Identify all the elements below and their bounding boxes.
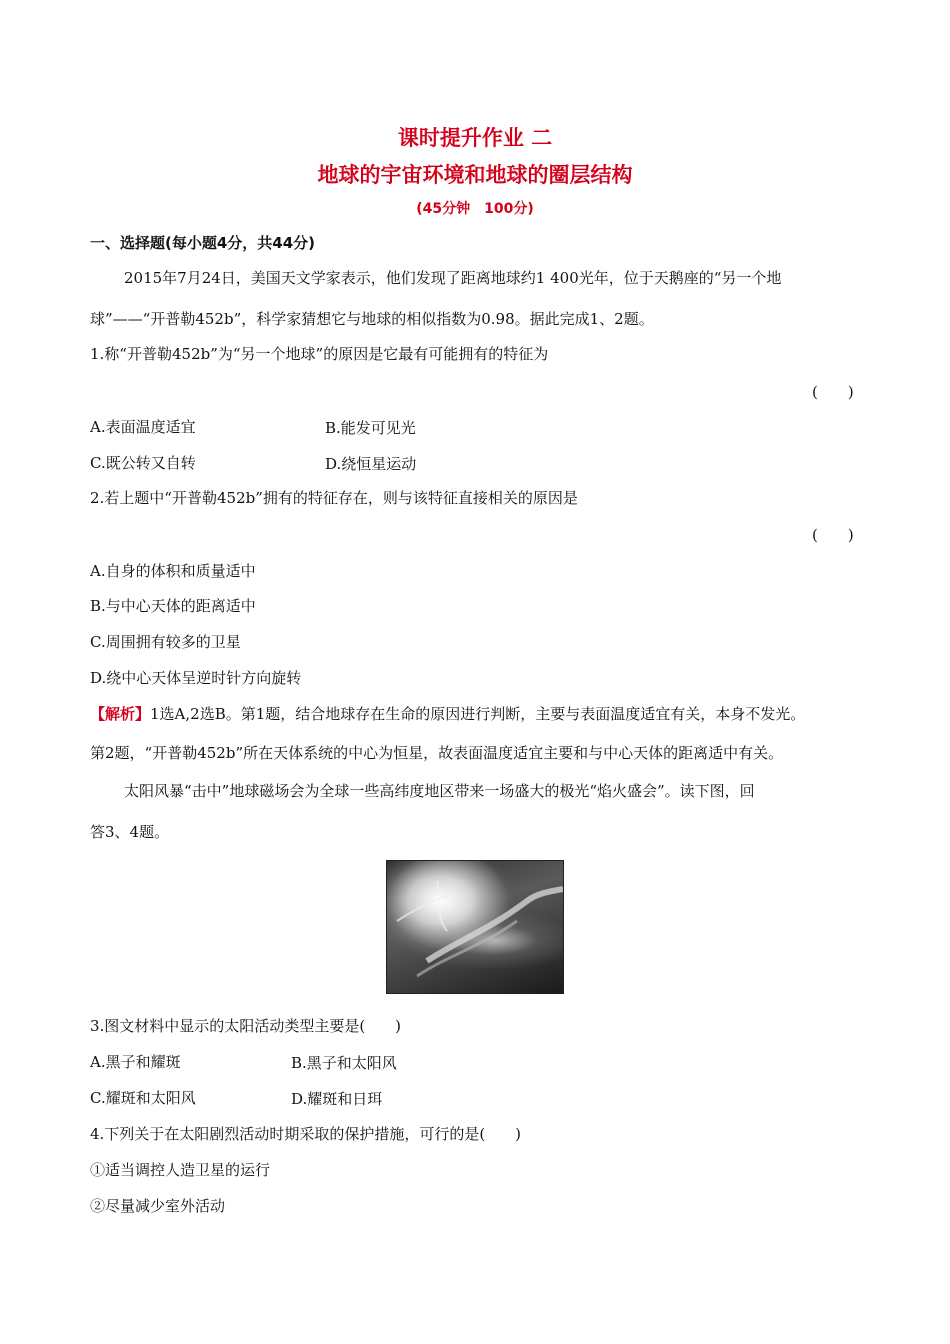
analysis-label: 【解析】 <box>90 705 151 723</box>
q3-option-d: D.耀斑和日珥 <box>291 1090 383 1108</box>
q2-answer-paren: ( ) <box>812 526 854 544</box>
q3-option-b: B.黑子和太阳风 <box>291 1054 397 1072</box>
analysis-line1 <box>90 704 805 724</box>
q3-stem: 3.图文材料中显示的太阳活动类型主要是( ) <box>90 1017 402 1035</box>
section-heading: 一、选择题(每小题4分，共44分) <box>90 234 316 252</box>
solar-activity-photo <box>386 860 564 994</box>
q2-option-b: B.与中心天体的距离适中 <box>90 597 256 615</box>
passage2-line2: 答3、4题。 <box>90 823 170 841</box>
q3-option-c: C.耀斑和太阳风 <box>90 1089 196 1107</box>
passage1-line2: 球”——“开普勒452b”，科学家猜想它与地球的相似指数为0.98。据此完成1、2题。 <box>90 310 654 328</box>
q4-stem: 4.下列关于在太阳剧烈活动时期采取的保护措施，可行的是( ) <box>90 1125 522 1143</box>
q3-option-a: A.黑子和耀斑 <box>90 1053 181 1071</box>
q1-stem: 1.称“开普勒452b”为“另一个地球”的原因是它最有可能拥有的特征为 <box>90 345 549 363</box>
analysis-text1: 1选A,2选B。第1题，结合地球存在生命的原因进行判断，主要与表面温度适宜有关，本身不发光。 <box>150 705 806 723</box>
q2-option-c: C.周围拥有较多的卫星 <box>90 633 241 651</box>
q1-answer-paren: ( ) <box>812 383 854 401</box>
q2-option-a: A.自身的体积和质量适中 <box>90 562 256 580</box>
time-score-info: (45分钟 100分) <box>416 201 534 217</box>
page-title: 课时提升作业 二 <box>397 126 553 150</box>
q1-option-c: C.既公转又自转 <box>90 454 196 472</box>
q4-item-1: ①适当调控人造卫星的运行 <box>90 1161 271 1179</box>
passage1-line1: 2015年7月24日，美国天文学家表示，他们发现了距离地球约1 400光年，位于天鹅座的“另一个地 <box>124 269 782 287</box>
q1-option-b: B.能发可见光 <box>325 419 416 437</box>
q2-option-d: D.绕中心天体呈逆时针方向旋转 <box>90 669 302 687</box>
q4-item-2: ②尽量减少室外活动 <box>90 1197 226 1215</box>
q1-option-d: D.绕恒星运动 <box>325 455 417 473</box>
q2-stem: 2.若上题中“开普勒452b”拥有的特征存在，则与该特征直接相关的原因是 <box>90 489 578 507</box>
q1-option-a: A.表面温度适宜 <box>90 418 196 436</box>
passage2-line1: 太阳风暴“击中”地球磁场会为全球一些高纬度地区带来一场盛大的极光“焰火盛会”。读下图，回 <box>124 782 755 800</box>
analysis-line2: 第2题，“开普勒452b”所在天体系统的中心为恒星，故表面温度适宜主要和与中心天体的距离适中有关。 <box>90 744 784 762</box>
page-subtitle: 地球的宇宙环境和地球的圈层结构 <box>317 163 633 187</box>
solar-flare-image <box>387 861 563 993</box>
